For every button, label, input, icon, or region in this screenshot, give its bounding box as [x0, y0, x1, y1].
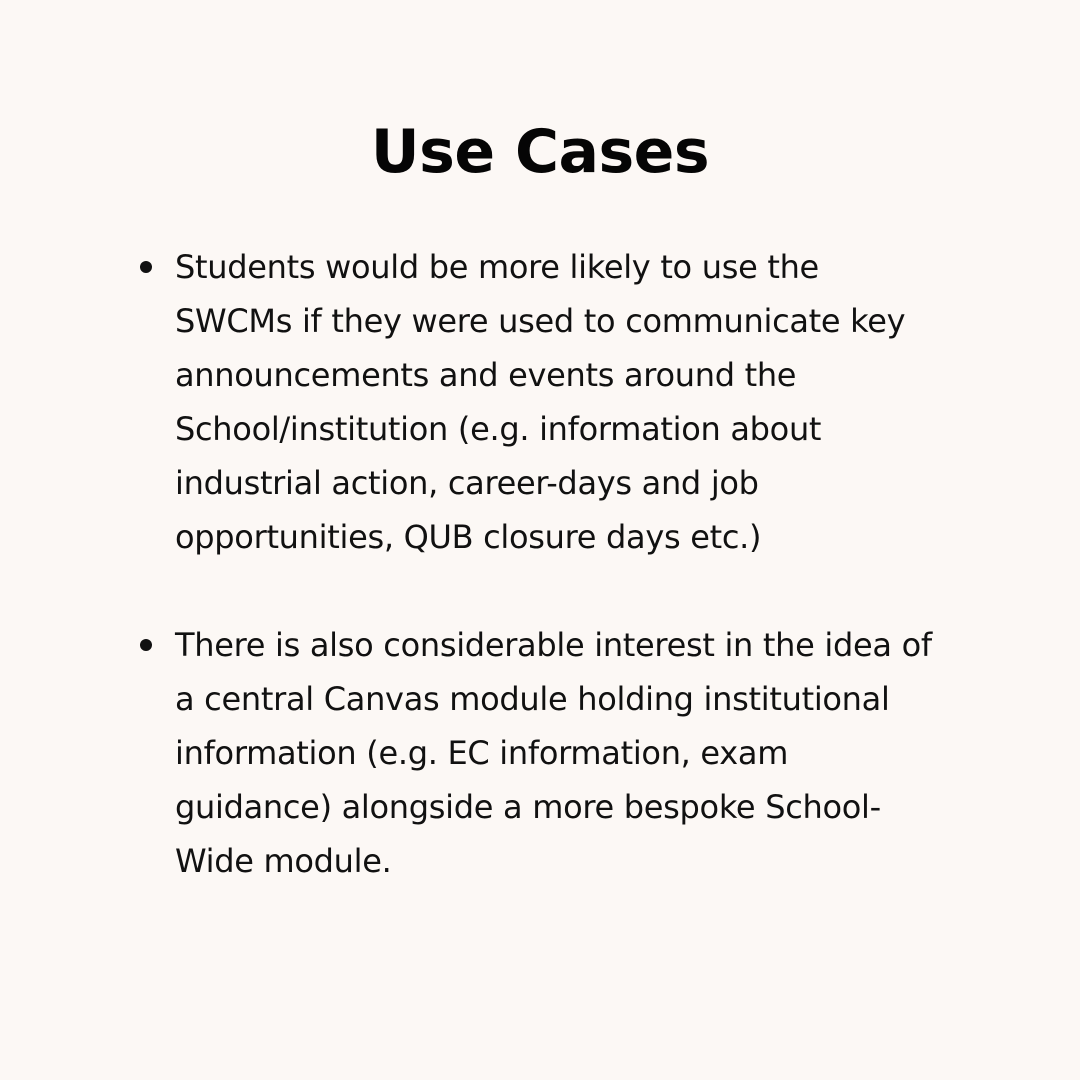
bullet-text-line: announcements and events around the — [175, 356, 797, 394]
bullet-text-line: guidance) alongside a more bespoke School- — [175, 788, 881, 826]
bullet-text-line: School/institution (e.g. information about — [175, 410, 822, 448]
bullet-text-line: Wide module. — [175, 842, 392, 880]
bullet-text-line: SWCMs if they were used to communicate key — [175, 302, 906, 340]
bullet-text-line: industrial action, career-days and job — [175, 464, 759, 502]
bullet-text-line: opportunities, QUB closure days etc.) — [175, 518, 762, 556]
bullet-text-line: a central Canvas module holding institutional — [175, 680, 890, 718]
bullet-dot-icon — [140, 261, 152, 273]
slide-title: Use Cases — [370, 117, 710, 187]
bullet-item — [140, 618, 1000, 888]
bullet-text-line: There is also considerable interest in the idea of — [175, 626, 932, 664]
bullet-text-line: information (e.g. EC information, exam — [175, 734, 789, 772]
bullet-text-line: Students would be more likely to use the — [175, 248, 819, 286]
bullet-list — [140, 240, 1000, 888]
bullet-dot-icon — [140, 639, 152, 651]
bullet-item — [140, 240, 1000, 564]
